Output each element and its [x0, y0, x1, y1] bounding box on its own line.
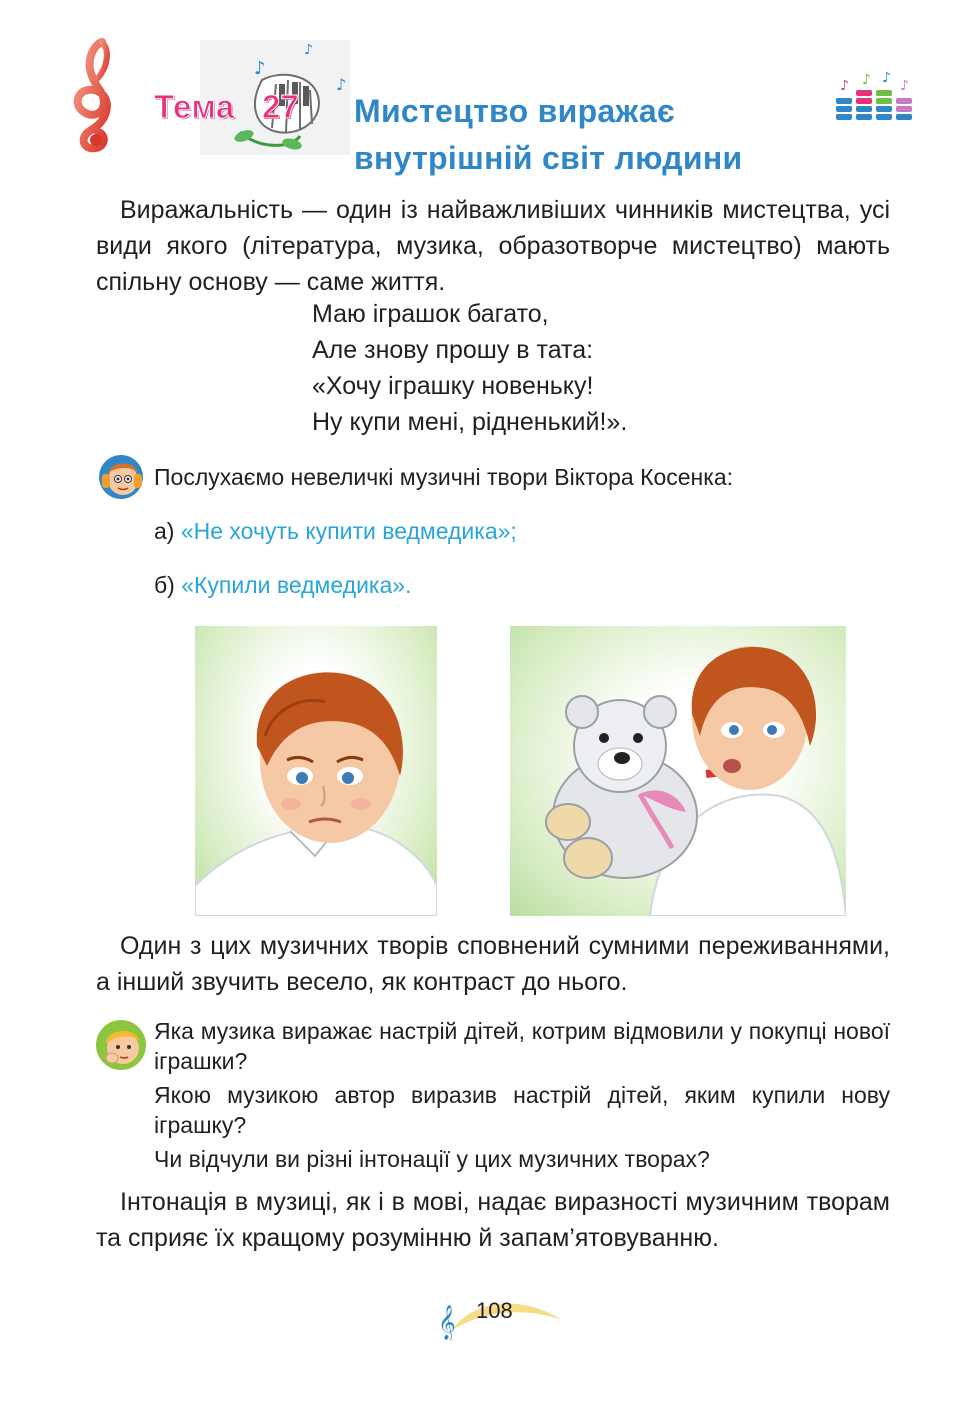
question-1: Яка музика виражає настрій дітей, котрим відмовили у покупці нової іграшки? [154, 1018, 890, 1074]
poem-line: Але знову прошу в тата: [312, 336, 594, 364]
contrast-text: Один з цих музичних творів сповнений сумними переживаннями, а інший звучить весело, як контраст до нього. [96, 932, 890, 996]
svg-text:♪: ♪ [840, 78, 849, 94]
poem-line: Ну купи мені, рідненький!». [312, 408, 628, 436]
music-notes-icon [832, 70, 914, 130]
poem-line: Маю іграшок багато, [312, 300, 549, 328]
page-number: 108 [476, 1298, 513, 1323]
question-2: Якою музикою автор виразив настрій дітей, яким купили нову іграшку? [154, 1082, 890, 1138]
svg-text:♪: ♪ [900, 78, 909, 94]
svg-text:♪: ♪ [304, 42, 313, 58]
headphones-kid-icon [96, 452, 146, 502]
listen-instruction: Послухаємо невеличкі музичні твори Віктора Косенка: [154, 464, 734, 490]
item-marker: а) [154, 518, 175, 544]
contrast-paragraph [96, 928, 890, 1000]
intro-text: Виражальність — один із найважливіших чинників мистецтва, усі види якого (література, музика, образотворче мистецтво) мають спільну основу — саме життя. [96, 196, 890, 296]
music-piece-title-link[interactable]: «Не хочуть купити ведмедика»; [180, 518, 517, 544]
poem-line: «Хочу іграшку новеньку! [312, 372, 594, 400]
title-line-2: внутрішній світ людини [354, 140, 743, 176]
intonation-text: Інтонація в музиці, як і в мові, надає виразності музичним творам та сприяє їх кращому розумінню й запам’ятовуванню. [96, 1188, 890, 1252]
sad-boy-illustration [195, 626, 437, 916]
topic-label: Тема [154, 88, 235, 125]
topic-number: 27 [262, 88, 299, 125]
treble-clef-icon [62, 36, 134, 154]
item-marker: б) [154, 572, 175, 598]
list-item [154, 568, 411, 602]
svg-text:♪: ♪ [882, 70, 891, 86]
music-piece-title-link[interactable]: «Купили ведмедика». [181, 572, 412, 598]
poem [312, 296, 627, 440]
happy-boy-with-bear-illustration [510, 626, 846, 916]
svg-text:♪: ♪ [336, 75, 347, 94]
svg-text:♪: ♪ [254, 58, 266, 79]
question-3: Чи відчули ви різні інтонації у цих музичних творах? [154, 1146, 710, 1172]
svg-text:𝄞: 𝄞 [438, 1305, 456, 1340]
intro-paragraph [96, 192, 890, 300]
thinking-kid-icon [94, 1018, 148, 1072]
title-line-1: Мистецтво виражає [354, 93, 675, 129]
intonation-paragraph [96, 1184, 890, 1256]
page-title [354, 88, 743, 182]
svg-text:♪: ♪ [862, 72, 871, 88]
list-item [154, 514, 517, 548]
